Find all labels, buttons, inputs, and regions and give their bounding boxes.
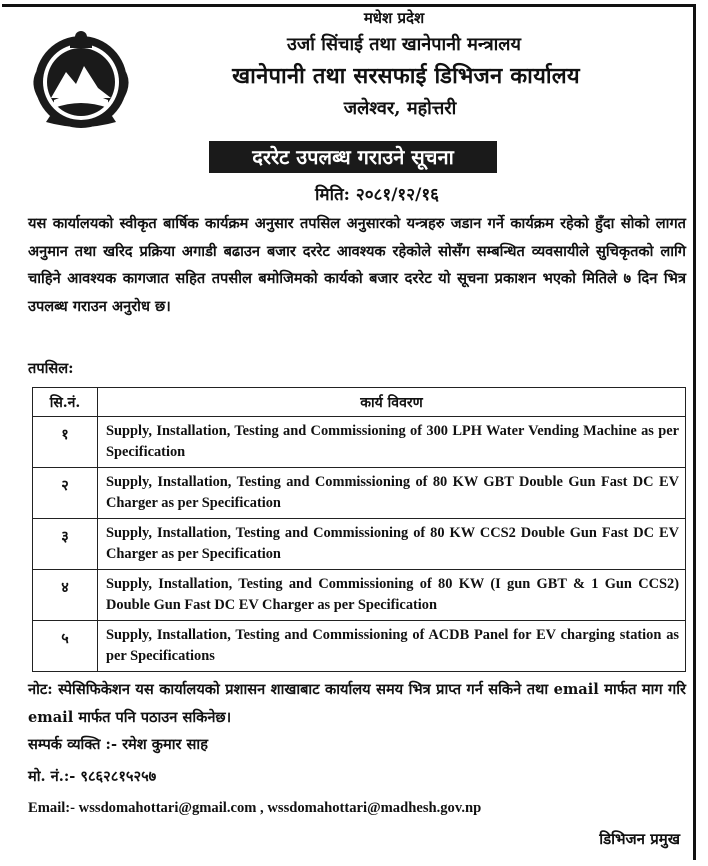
contact-person: सम्पर्क व्यक्ति :- रमेश कुमार साह [28, 736, 208, 753]
details-label: तपसिल: [28, 360, 74, 377]
notice-title: दररेट उपलब्ध गराउने सूचना [209, 141, 497, 173]
ministry-name: उर्जा सिंचाई तथा खानेपानी मन्त्रालय [287, 34, 521, 55]
row-serial: ४ [33, 570, 98, 621]
signature-title: डिभिजन प्रमुख [599, 830, 680, 848]
description-header: कार्य विवरण [98, 388, 686, 417]
row-serial: ५ [33, 621, 98, 672]
row-serial: २ [33, 468, 98, 519]
province-name: मधेश प्रदेश [363, 9, 425, 27]
row-description: Supply, Installation, Testing and Commissioning of 80 KW (I gun GBT & 1 Gun CCS2) Double Gun Fast DC EV Charger as per Specification [98, 570, 686, 621]
office-location: जलेश्वर, महोत्तरी [343, 98, 457, 119]
notice-body: यस कार्यालयको स्वीकृत बार्षिक कार्यक्रम अनुसार तपसिल अनुसारको यन्त्रहरु जडान गर्ने कार्यक्रम रहेको हुँदा सोको लागत अनुमान तथा खरिद प्रक्रिया अगाडी बढाउन बजार दररेट आवश्यक रहेकोले सोसँग सम्बन्धित व्यवसायीले सुचिकृतको लागि चाहिने आवश्यक कागजात सहित तपसील बमोजिमको कार्यको बजार दररेट यो सूचना प्रकाशन भएको मितिले ७ दिन भित्र उपलब्ध गराउन अनुरोध छ। [28, 215, 686, 315]
table-row [33, 570, 686, 621]
notice-date: मिति: २०८१/१२/१६ [315, 185, 439, 205]
row-description: Supply, Installation, Testing and Commissioning of 300 LPH Water Vending Machine as per Specification [98, 417, 686, 468]
table-row [33, 621, 686, 672]
row-serial: ३ [33, 519, 98, 570]
email-addresses: Email:- wssdomahottari@gmail.com , wssdomahottari@madhesh.gov.np [28, 800, 482, 816]
row-description: Supply, Installation, Testing and Commissioning of 80 KW GBT Double Gun Fast DC EV Charger as per Specification [98, 468, 686, 519]
table-row [33, 417, 686, 468]
serial-header: सि.नं. [33, 388, 98, 417]
row-description: Supply, Installation, Testing and Commissioning of 80 KW CCS2 Double Gun Fast DC EV Charger as per Specification [98, 519, 686, 570]
note-text: नोट: स्पेसिफिकेशन यस कार्यालयको प्रशासन शाखाबाट कार्यालय समय भित्र प्राप्त गर्न सकिने तथा email मार्फत माग गरि email मार्फत पनि पठाउन सकिनेछ। [28, 681, 686, 726]
table-row [33, 519, 686, 570]
row-serial: १ [33, 417, 98, 468]
table-header-row [33, 388, 686, 417]
works-table [32, 387, 686, 672]
table-row [33, 468, 686, 519]
row-description: Supply, Installation, Testing and Commissioning of ACDB Panel for EV charging station as per Specifications [98, 621, 686, 672]
office-name: खानेपानी तथा सरसफाई डिभिजन कार्यालय [232, 63, 580, 89]
phone-number: मो. नं.:- ९८६२८१५२५७ [28, 768, 157, 785]
